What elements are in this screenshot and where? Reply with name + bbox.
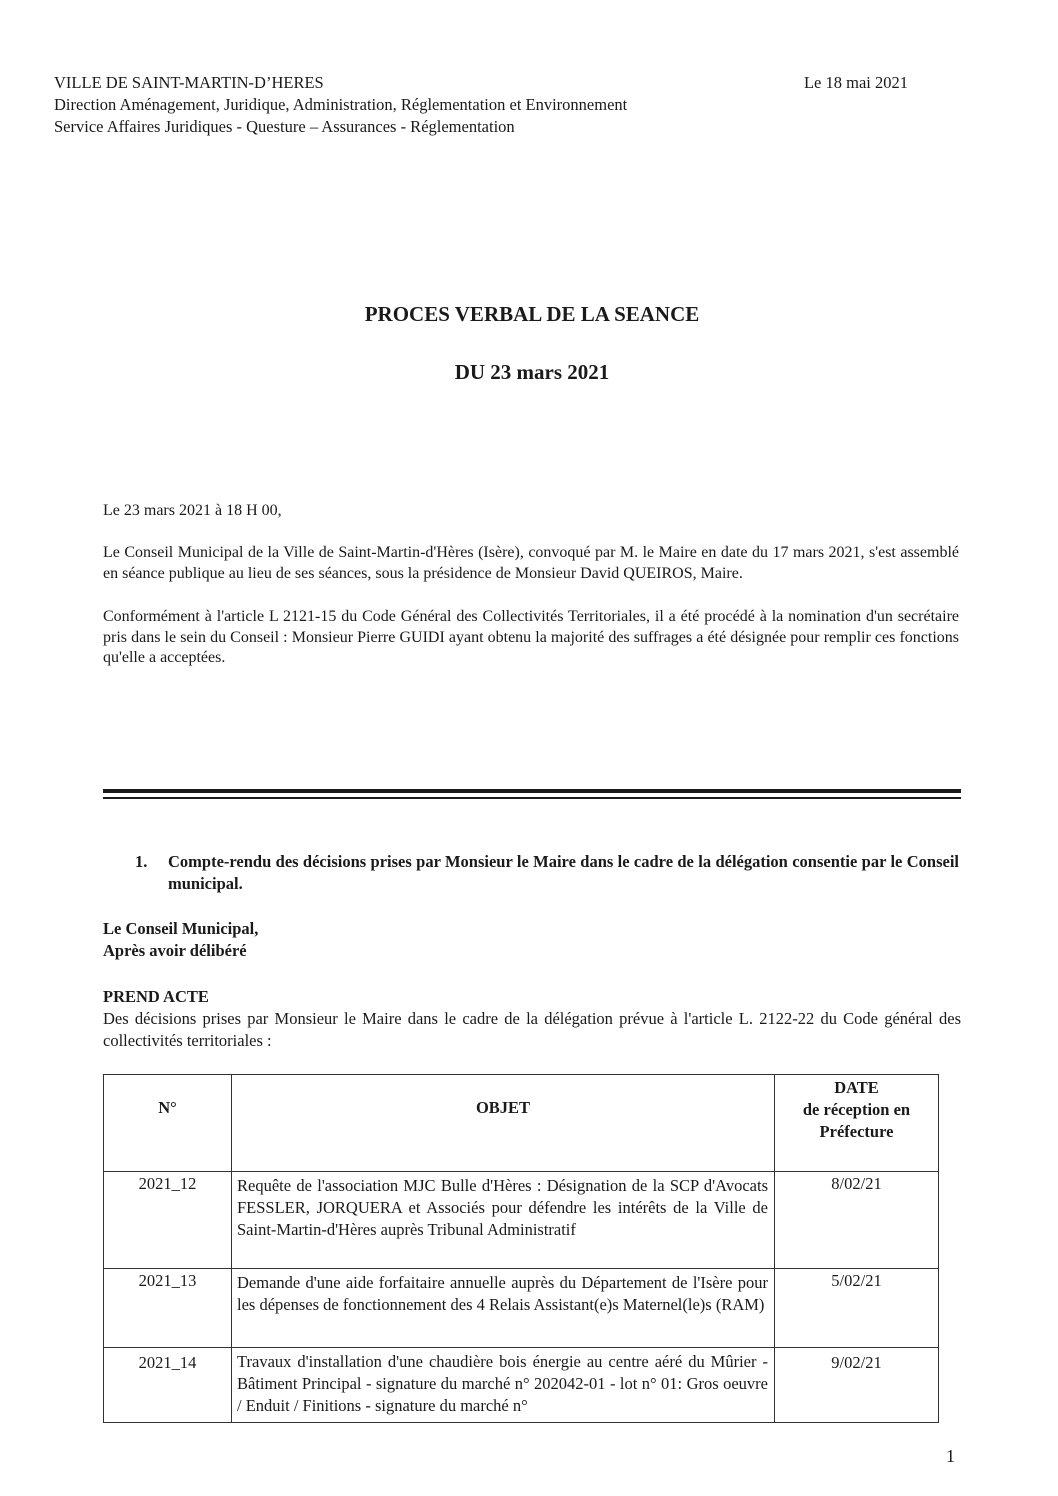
prend-acte-text: Des décisions prises par Monsieur le Maire dans le cadre de la délégation prévue à l'article L. 2122-22 du Code général des collectivités territoriales : <box>103 1009 961 1050</box>
separator-thick <box>103 789 961 793</box>
table-row <box>104 1269 939 1348</box>
column-header-num: N° <box>104 1075 232 1172</box>
section-title: Compte-rendu des décisions prises par Monsieur le Maire dans le cadre de la délégation consentie par le Conseil municipal. <box>168 852 959 893</box>
page-number: 1 <box>946 1446 955 1466</box>
column-header-date <box>775 1075 939 1172</box>
date-header-line-1: DATE <box>834 1078 879 1097</box>
prend-acte-label: PREND ACTE <box>103 987 209 1006</box>
secretary-nomination: Conformément à l'article L 2121-15 du Code Général des Collectivités Territoriales, il a été procédé à la nomination d'un secrétaire pris dans le sein du Conseil : Monsieur Pierre GUIDI ayant obtenu la majorité des suffrages a été désignée pour remplir ces fonctions qu'elle a acceptées. <box>103 608 959 666</box>
header-organization <box>54 72 627 138</box>
decision-objet: Demande d'une aide forfaitaire annuelle auprès du Département de l'Isère pour les dépenses de fonctionnement des 4 Relais Assistant(e)s Maternel(le)s (RAM) <box>232 1269 775 1348</box>
section-heading <box>135 851 959 895</box>
header-direction: Direction Aménagement, Juridique, Administration, Réglementation et Environnement <box>54 95 628 114</box>
session-convocation: Le Conseil Municipal de la Ville de Saint-Martin-d'Hères (Isère), convoqué par M. le Maire en date du 17 mars 2021, s'est assemblé en séance publique au lieu de ses séances, sous la présidence de Monsieur David QUEIROS, Maire. <box>103 544 959 582</box>
decisions-table <box>103 1074 939 1423</box>
table-row <box>104 1348 939 1423</box>
document-title: PROCES VERBAL DE LA SEANCE <box>364 302 700 326</box>
separator-thin <box>103 797 961 799</box>
table-row <box>104 1172 939 1269</box>
decision-number: 2021_12 <box>104 1172 232 1269</box>
date-header-line-2: de réception en <box>802 1100 911 1119</box>
session-time: Le 23 mars 2021 à 18 H 00, <box>103 502 282 519</box>
column-header-objet: OBJET <box>232 1075 775 1172</box>
decision-objet: Requête de l'association MJC Bulle d'Hères : Désignation de la SCP d'Avocats FESSLER, JORQUERA et Associés pour défendre les intérêts de la Ville de Saint-Martin-d'Hères auprès Tribunal Administratif <box>232 1172 775 1269</box>
header-service: Service Affaires Juridiques - Questure – Assurances - Réglementation <box>54 117 515 136</box>
header-date: Le 18 mai 2021 <box>803 73 908 92</box>
header-city: VILLE DE SAINT-MARTIN-D’HERES <box>54 73 324 92</box>
decision-number: 2021_14 <box>104 1348 232 1423</box>
section-number: 1. <box>135 852 148 871</box>
decision-date: 5/02/21 <box>775 1269 939 1348</box>
decision-date: 9/02/21 <box>775 1348 939 1423</box>
council-line-2: Après avoir délibéré <box>103 941 247 960</box>
council-statement <box>103 918 258 962</box>
table-header-row <box>104 1075 939 1172</box>
council-line-1: Le Conseil Municipal, <box>103 919 259 938</box>
decision-objet: Travaux d'installation d'une chaudière bois énergie au centre aéré du Mûrier - Bâtiment Principal - signature du marché n° 202042-01 - lot n° 01: Gros oeuvre / Enduit / Finitions - signature du marché n° <box>232 1348 775 1423</box>
document-subtitle: DU 23 mars 2021 <box>454 360 610 384</box>
date-header-line-3: Préfecture <box>819 1122 894 1141</box>
decision-date: 8/02/21 <box>775 1172 939 1269</box>
decision-number: 2021_13 <box>104 1269 232 1348</box>
